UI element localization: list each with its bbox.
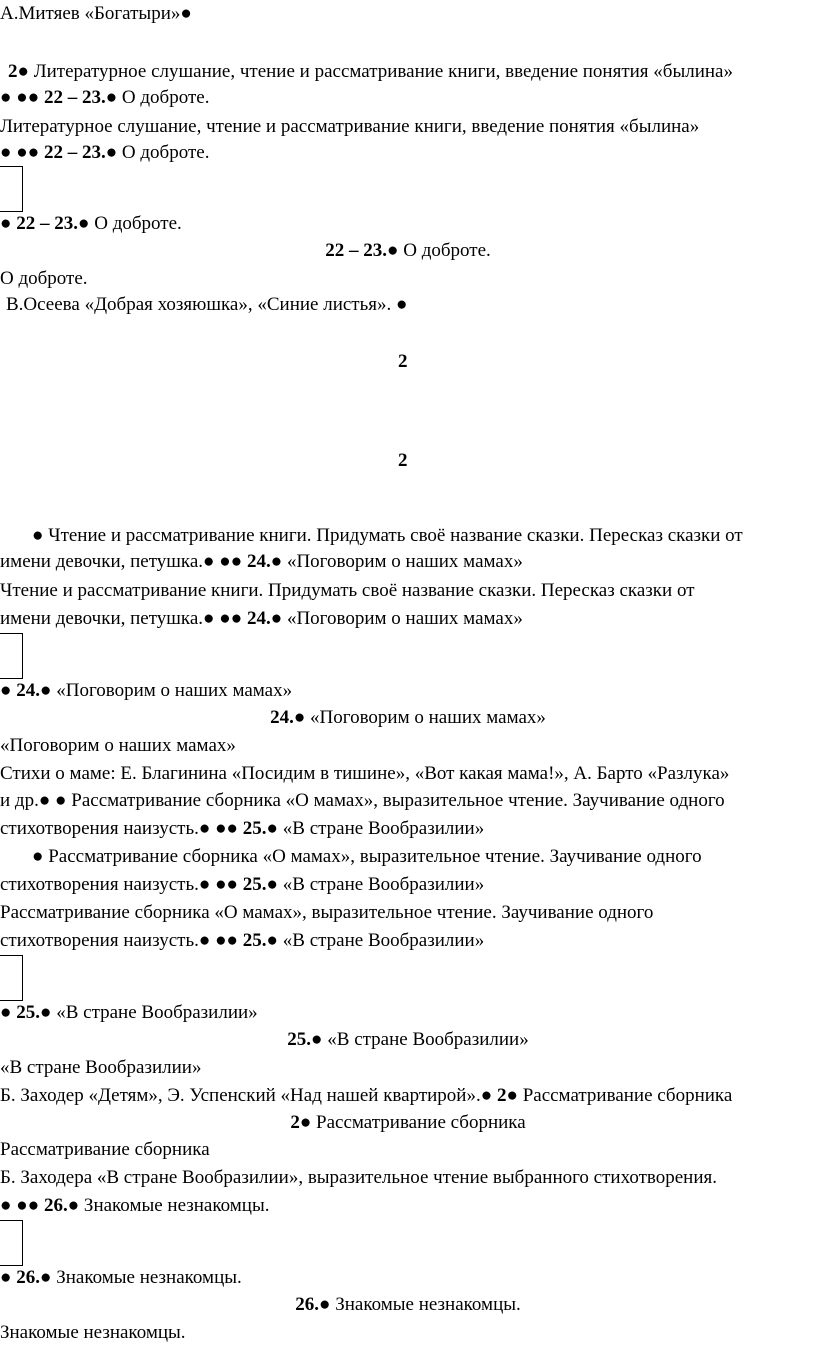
line-29: Рассматривание сборника xyxy=(0,1139,210,1160)
line-3: ● ●● 22 – 23.● О доброте. xyxy=(0,87,210,108)
line-15: 24.● «Поговорим о наших мамах» xyxy=(270,707,546,728)
line-31: ● ●● 26.● Знакомые незнакомцы. xyxy=(0,1195,270,1216)
line-18: и др.● ● Рассматривание сборника «О мамах», выразительное чтение. Заучивание одного xyxy=(0,790,725,811)
line-21: стихотворения наизусть.● ●● 25.● «В стране Вообразилии» xyxy=(0,874,485,895)
line-22: Рассматривание сборника «О мамах», выразительное чтение. Заучивание одного xyxy=(0,902,654,923)
line-30: Б. Заходера «В стране Вообразилии», выразительное чтение выбранного стихотворения. xyxy=(0,1167,718,1188)
line-25: 25.● «В стране Вообразилии» xyxy=(287,1029,529,1050)
line-33: 26.● Знакомые незнакомцы. xyxy=(295,1294,521,1315)
empty-box xyxy=(0,633,23,679)
line-19: стихотворения наизусть.● ●● 25.● «В стране Вообразилии» xyxy=(0,818,485,839)
empty-box xyxy=(0,166,23,212)
line-16: «Поговорим о наших мамах» xyxy=(0,735,236,756)
number-2-b: 2 xyxy=(398,450,408,471)
line-32: ● 26.● Знакомые незнакомцы. xyxy=(0,1267,242,1288)
line-12: Чтение и рассматривание книги. Придумать своё название сказки. Пересказ сказки от xyxy=(0,580,695,601)
empty-box xyxy=(0,955,23,1001)
line-1: А.Митяев «Богатыри»● xyxy=(0,3,192,24)
line-13: имени девочки, петушка.● ●● 24.● «Поговорим о наших мамах» xyxy=(0,608,523,629)
empty-box xyxy=(0,1220,23,1266)
line-28: 2● Рассматривание сборника xyxy=(290,1112,526,1133)
line-4: Литературное слушание, чтение и рассматривание книги, введение понятия «былина» xyxy=(0,116,700,137)
line-6: ● 22 – 23.● О доброте. xyxy=(0,213,182,234)
number-2-a: 2 xyxy=(398,351,408,372)
line-2: 2● Литературное слушание, чтение и рассматривание книги, введение понятия «былина» xyxy=(8,61,733,82)
line-5: ● ●● 22 – 23.● О доброте. xyxy=(0,142,210,163)
line-20: ● Рассматривание сборника «О мамах», выразительное чтение. Заучивание одного xyxy=(32,846,702,867)
line-8: О доброте. xyxy=(0,268,88,289)
line-23: стихотворения наизусть.● ●● 25.● «В стране Вообразилии» xyxy=(0,930,485,951)
line-7: 22 – 23.● О доброте. xyxy=(325,240,491,261)
line-14: ● 24.● «Поговорим о наших мамах» xyxy=(0,680,293,701)
line-9: В.Осеева «Добрая хозяюшка», «Синие листья». ● xyxy=(6,294,408,315)
line-10: ● Чтение и рассматривание книги. Придумать своё название сказки. Пересказ сказки от xyxy=(32,525,743,546)
line-24: ● 25.● «В стране Вообразилии» xyxy=(0,1002,258,1023)
line-26: «В стране Вообразилии» xyxy=(0,1057,202,1078)
line-34: Знакомые незнакомцы. xyxy=(0,1322,186,1343)
line-17: Стихи о маме: Е. Благинина «Посидим в тишине», «Вот какая мама!», А. Барто «Разлука» xyxy=(0,763,730,784)
line-11: имени девочки, петушка.● ●● 24.● «Поговорим о наших мамах» xyxy=(0,551,523,572)
line-27: Б. Заходер «Детям», Э. Успенский «Над нашей квартирой».● 2● Рассматривание сборника xyxy=(0,1085,733,1106)
